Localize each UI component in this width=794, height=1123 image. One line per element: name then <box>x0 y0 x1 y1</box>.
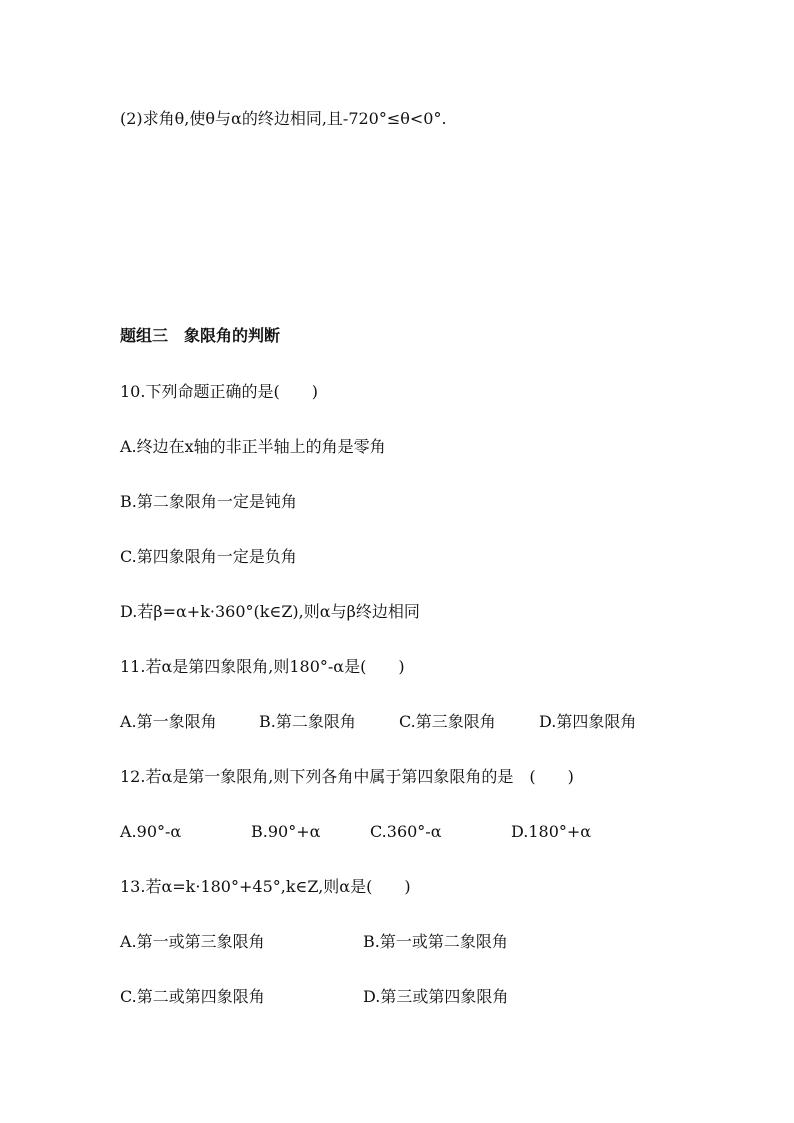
question-13-option-a: A.第一或第三象限角 <box>120 932 265 951</box>
question-12-stem: 12.若α是第一象限角,则下列各角中属于第四象限角的是 ( ) <box>120 767 574 786</box>
question-13-option-c: C.第二或第四象限角 <box>120 987 265 1006</box>
question-10-option-c: C.第四象限角一定是负角 <box>120 547 297 566</box>
question-11-option-d: D.第四象限角 <box>539 712 637 731</box>
question-10-option-b: B.第二象限角一定是钝角 <box>120 492 297 511</box>
question-11-option-a: A.第一象限角 <box>120 712 217 731</box>
question-9-part-2: (2)求角θ,使θ与α的终边相同,且-720°≤θ<0°. <box>120 109 447 128</box>
question-13-option-b: B.第一或第二象限角 <box>363 932 508 951</box>
question-10-option-d: D.若β=α+k·360°(k∈Z),则α与β终边相同 <box>120 602 420 621</box>
question-13-option-d: D.第三或第四象限角 <box>363 987 509 1006</box>
question-10-option-a: A.终边在x轴的非正半轴上的角是零角 <box>120 437 386 456</box>
question-11-option-b: B.第二象限角 <box>259 712 356 731</box>
question-12-option-c: C.360°-α <box>370 822 442 841</box>
question-12-option-b: B.90°+α <box>251 822 321 841</box>
question-11-stem: 11.若α是第四象限角,则180°-α是( ) <box>120 657 405 676</box>
question-11-option-c: C.第三象限角 <box>399 712 496 731</box>
question-12-option-a: A.90°-α <box>120 822 182 841</box>
question-13-stem: 13.若α=k·180°+45°,k∈Z,则α是( ) <box>120 877 411 896</box>
question-10-stem: 10.下列命题正确的是( ) <box>120 382 318 401</box>
question-12-option-d: D.180°+α <box>511 822 592 841</box>
section-heading: 题组三 象限角的判断 <box>120 326 281 345</box>
